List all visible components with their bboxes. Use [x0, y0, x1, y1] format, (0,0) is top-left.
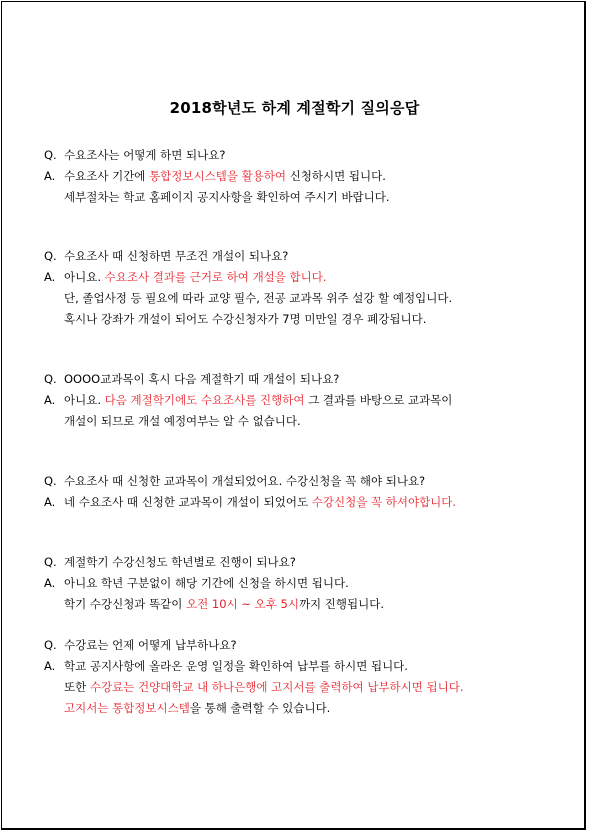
answer-text: 세부절차는 학교 홈페이지 공지사항을 확인하여 주시기 바랍니다. [64, 190, 390, 204]
answer-highlight: 수요조사 결과를 근거로 하여 개설을 합니다. [104, 270, 327, 284]
answer-line [44, 573, 574, 594]
answer-text [64, 594, 384, 615]
answer-text: 학교 공지사항에 올라온 운영 일정을 확인하여 납부를 하시면 됩니다. [64, 659, 408, 673]
answer-marker: A. [44, 169, 56, 183]
question-marker: Q. [44, 555, 57, 569]
answer-line [44, 656, 574, 677]
answer-line [44, 309, 574, 330]
answer-marker: A. [44, 495, 56, 509]
answer-text: 아니요 학년 구분없이 해당 기간에 신청을 하시면 됩니다. [64, 576, 349, 590]
answer-line [44, 187, 574, 208]
answer-text: 단, 졸업사정 등 필요에 따라 교양 필수, 전공 교과목 위주 설강 할 예정입니다. [64, 291, 453, 305]
answer-line [44, 390, 574, 411]
answer-line [44, 677, 574, 698]
qa-item [44, 369, 574, 432]
answer-marker: A. [44, 270, 56, 284]
answer-highlight: 통합정보시스템을 활용하여 [149, 169, 287, 183]
answer-segment: 까지 진행됩니다. [298, 597, 385, 611]
answer-segment: 그 결과를 바탕으로 교과목이 [304, 393, 453, 407]
question-text: 수강료는 언제 어떻게 납부하나요? [64, 638, 237, 652]
qa-item [44, 145, 574, 208]
answer-highlight: 고지서는 통합정보시스템 [64, 701, 190, 715]
question-line [44, 635, 574, 656]
answer-marker: A. [44, 659, 56, 673]
answer-marker: A. [44, 576, 56, 590]
answer-highlight: 다음 계절학기에도 수요조사를 진행하여 [104, 393, 305, 407]
answer-segment: 또한 [64, 680, 90, 694]
answer-text [64, 492, 456, 513]
answer-marker: A. [44, 393, 56, 407]
qa-item [44, 635, 574, 719]
answer-text [64, 267, 327, 288]
question-marker: Q. [44, 148, 57, 162]
question-line [44, 552, 574, 573]
answer-text [64, 166, 386, 187]
question-marker: Q. [44, 372, 57, 386]
document-title: 2018학년도 하계 계절학기 질의응답 [169, 99, 420, 117]
question-line [44, 246, 574, 267]
answer-highlight: 오전 10시 ~ 오후 5시 [186, 597, 299, 611]
answer-highlight: 수강신청을 꼭 하셔야합니다. [311, 495, 457, 509]
question-marker: Q. [44, 249, 57, 263]
answer-highlight: 수강료는 건양대학교 내 하나은행에 고지서를 출력하여 납부하시면 됩니다. [89, 680, 464, 694]
answer-line [44, 288, 574, 309]
question-text: 계절학기 수강신청도 학년별로 진행이 되나요? [64, 555, 296, 569]
answer-line [44, 411, 574, 432]
answer-segment: 을 통해 출력할 수 있습니다. [189, 701, 331, 715]
question-line [44, 369, 574, 390]
question-text: 수요조사 때 신청한 교과목이 개설되었어요. 수강신청을 꼭 해야 되나요? [64, 474, 426, 488]
answer-line [44, 166, 574, 187]
document-page [1, 1, 586, 830]
answer-line [44, 698, 574, 719]
answer-segment: 학기 수강신청과 똑같이 [64, 597, 187, 611]
answer-text: 혹시나 강좌가 개설이 되어도 수강신청자가 7명 미만일 경우 폐강됩니다. [64, 312, 427, 326]
qa-item [44, 552, 574, 615]
answer-line [44, 594, 574, 615]
qa-item [44, 246, 574, 330]
answer-segment: 네 수요조사 때 신청한 교과목이 개설이 되었어도 [64, 495, 312, 509]
qa-item [44, 471, 574, 513]
answer-text [64, 677, 464, 698]
question-line [44, 471, 574, 492]
answer-text: 개설이 되므로 개설 예정여부는 알 수 없습니다. [64, 414, 301, 428]
question-text: OOOO교과목이 혹시 다음 계절학기 때 개설이 되나요? [64, 372, 340, 386]
answer-segment: 신청하시면 됩니다. [286, 169, 386, 183]
answer-segment: 수요조사 기간에 [64, 169, 150, 183]
answer-line [44, 267, 574, 288]
answer-text [64, 698, 330, 719]
question-text: 수요조사는 어떻게 하면 되나요? [64, 148, 226, 162]
question-line [44, 145, 574, 166]
question-marker: Q. [44, 638, 57, 652]
answer-segment: 아니요. [64, 393, 105, 407]
answer-text [64, 390, 452, 411]
question-text: 수요조사 때 신청하면 무조건 개설이 되나요? [64, 249, 289, 263]
answer-line [44, 492, 574, 513]
answer-segment: 아니요. [64, 270, 105, 284]
question-marker: Q. [44, 474, 57, 488]
